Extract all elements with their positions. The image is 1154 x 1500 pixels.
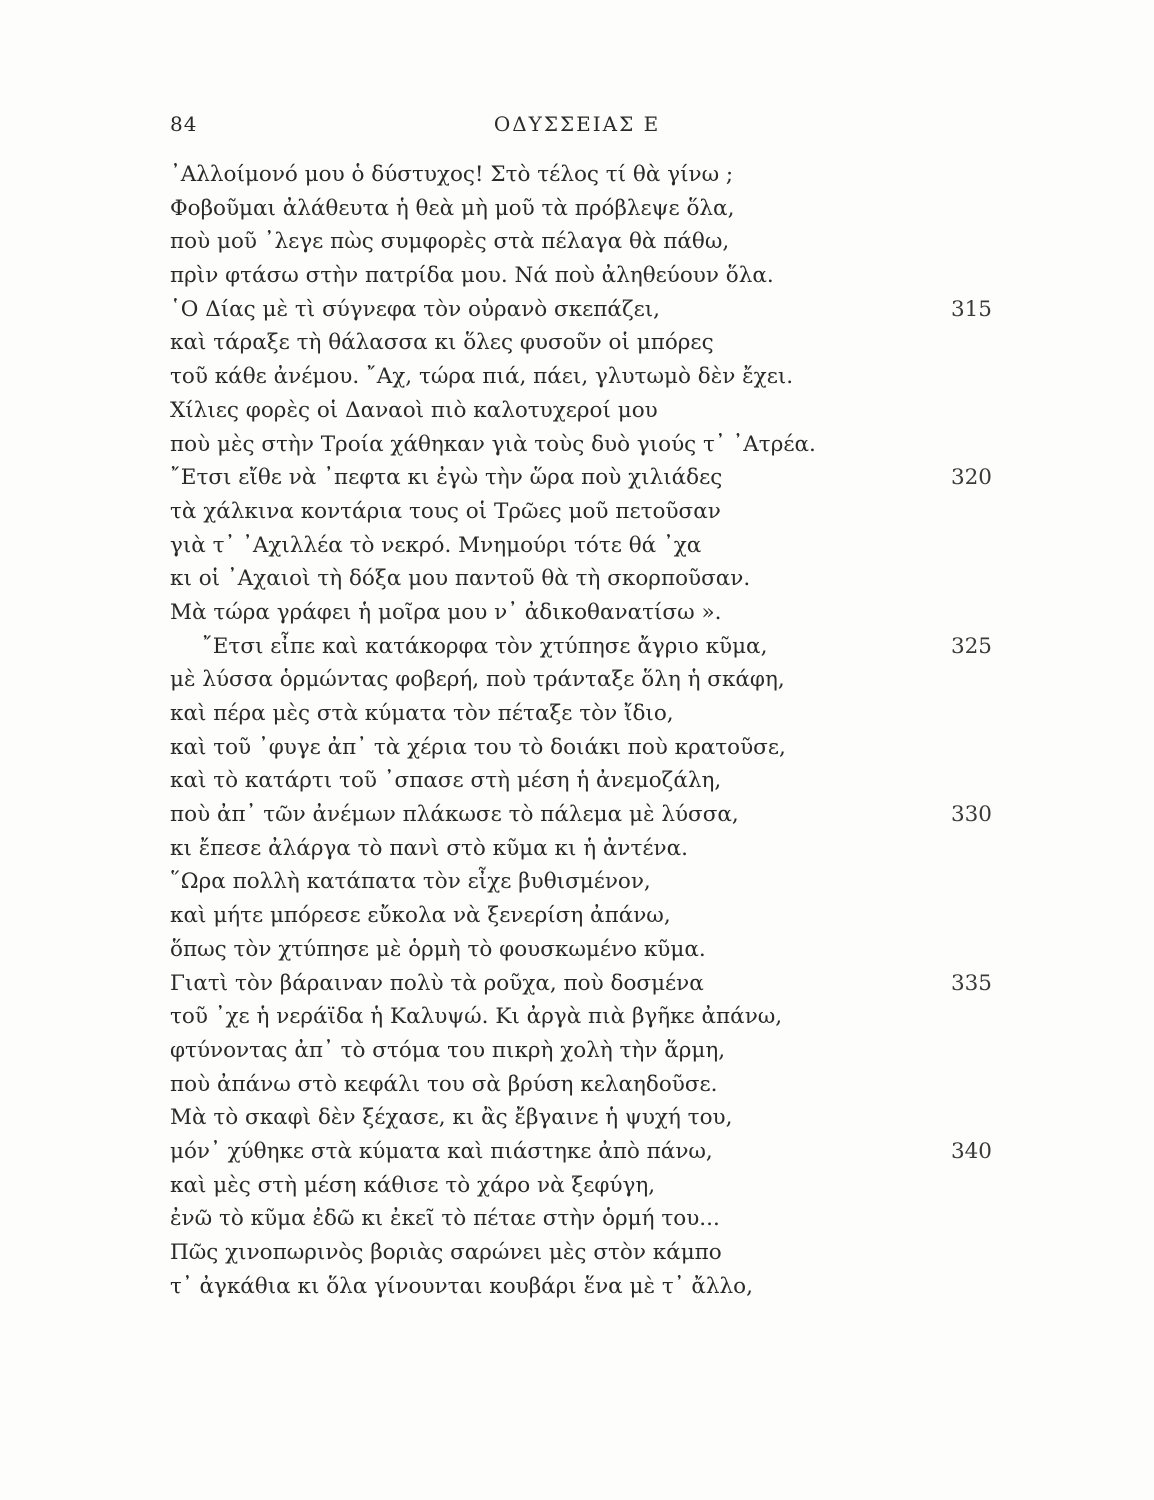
verse-line <box>170 562 1000 596</box>
verse-line <box>170 1101 1000 1135</box>
verse-text: ποὺ μοῦ ᾿λεγε πὼς συμφορὲς στὰ πέλαγα θὰ πάθω, <box>170 229 730 255</box>
verse-line <box>170 158 1000 192</box>
verse-text: ῾Ο Δίας μὲ τὶ σύγνεφα τὸν οὐρανὸ σκεπάζει, <box>170 296 660 322</box>
verse-text: τοῦ ᾿χε ἡ νεράϊδα ἡ Καλυψώ. Κι ἀργὰ πιὰ βγῆκε ἀπάνω, <box>170 1004 783 1030</box>
verse-line <box>170 495 1000 529</box>
verse-line <box>170 798 1000 832</box>
verse-line <box>170 360 1000 394</box>
verse-line <box>170 259 1000 293</box>
verse-line <box>170 1270 1000 1304</box>
verse-text: ῎Ετσι εἶπε καὶ κατάκορφα τὸν χτύπησε ἄγριο κῦμα, <box>202 633 768 659</box>
verse-line <box>170 225 1000 259</box>
verse-number: 340 <box>950 1138 992 1164</box>
verse-text: καὶ μήτε μπόρεσε εὔκολα νὰ ξενερίση ἀπάνω, <box>170 903 671 929</box>
verse-text: ποὺ μὲς στὴν Τροία χάθηκαν γιὰ τοὺς δυὸ γιούς τ᾿ ᾿Ατρέα. <box>170 431 816 457</box>
verse-text: καὶ τάραξε τὴ θάλασσα κι ὅλες φυσοῦν οἱ μπόρες <box>170 330 714 356</box>
verse-text: ῞Ωρα πολλὴ κατάπατα τὸν εἶχε βυθισμένον, <box>170 869 651 895</box>
verse-text: κι οἱ ᾿Αχαιοὶ τὴ δόξα μου παντοῦ θὰ τὴ σκορποῦσαν. <box>170 566 751 592</box>
verse-text: ᾿Αλλοίμονό μου ὁ δύστυχος! Στὸ τέλος τί θὰ γίνω ; <box>170 162 734 187</box>
verse-number: 320 <box>950 465 992 491</box>
verse-line <box>170 899 1000 933</box>
verse-number: 335 <box>950 970 992 996</box>
verse-line <box>170 596 1000 630</box>
verse-text: καὶ πέρα μὲς στὰ κύματα τὸν πέταξε τὸν ἴδιο, <box>170 701 674 726</box>
verse-text: Μὰ τώρα γράφει ἡ μοῖρα μου ν᾿ ἀδικοθανατίσω ». <box>170 599 722 625</box>
verse-line <box>170 461 1000 495</box>
verse-line <box>170 394 1000 428</box>
verse-line <box>170 967 1000 1001</box>
verse-text: Χίλιες φορὲς οἱ Δαναοὶ πιὸ καλοτυχεροί μου <box>170 397 658 423</box>
verse-line <box>170 192 1000 226</box>
verse-text: καὶ τοῦ ᾿φυγε ἀπ᾿ τὰ χέρια του τὸ δοιάκι ποὺ κρατοῦσε, <box>170 734 786 760</box>
verse-line <box>170 865 1000 899</box>
verse-text: ὅπως τὸν χτύπησε μὲ ὁρμὴ τὸ φουσκωμένο κῦμα. <box>170 936 706 962</box>
verse-number: 330 <box>950 802 992 828</box>
verse-number: 325 <box>950 633 992 659</box>
verse-text: ῎Ετσι εἴθε νὰ ᾿πεφτα κι ἐγὼ τὴν ὥρα ποὺ χιλιάδες <box>170 465 723 491</box>
verse-line <box>170 1236 1000 1270</box>
verse-line <box>170 764 1000 798</box>
verse-line <box>170 630 1000 664</box>
verse-line <box>170 326 1000 360</box>
verse-block <box>170 158 1000 1303</box>
verse-line <box>170 663 1000 697</box>
verse-line <box>170 1000 1000 1034</box>
verse-text: γιὰ τ᾿ ᾿Αχιλλέα τὸ νεκρό. Μνημούρι τότε θά ᾿χα <box>170 532 702 558</box>
verse-line <box>170 1034 1000 1068</box>
verse-text: τ᾿ ἀγκάθια κι ὅλα γίνουνται κουβάρι ἕνα μὲ τ᾿ ἄλλο, <box>170 1273 753 1299</box>
verse-text: φτύνοντας ἀπ᾿ τὸ στόμα του πικρὴ χολὴ τὴν ἅρμη, <box>170 1037 726 1063</box>
verse-text: ἐνῶ τὸ κῦμα ἐδῶ κι ἐκεῖ τὸ πέταε στὴν ὁρμή του... <box>170 1206 720 1232</box>
verse-text: Γιατὶ τὸν βάραιναν πολὺ τὰ ροῦχα, ποὺ δοσμένα <box>170 970 704 996</box>
verse-text: κι ἔπεσε ἀλάργα τὸ πανὶ στὸ κῦμα κι ἡ ἀντένα. <box>170 835 688 861</box>
verse-line <box>170 1169 1000 1203</box>
verse-line <box>170 1135 1000 1169</box>
verse-line <box>170 933 1000 967</box>
verse-text: πρὶν φτάσω στὴν πατρίδα μου. Νά ποὺ ἀληθεύουν ὅλα. <box>170 263 774 289</box>
verse-line <box>170 293 1000 327</box>
verse-text: τοῦ κάθε ἀνέμου. ῎Αχ, τώρα πιά, πάει, γλυτωμὸ δὲν ἔχει. <box>170 364 794 390</box>
page-number: 84 <box>170 112 198 136</box>
running-head <box>0 112 1154 142</box>
verse-text: μόν᾿ χύθηκε στὰ κύματα καὶ πιάστηκε ἀπὸ πάνω, <box>170 1138 713 1164</box>
verse-text: καὶ τὸ κατάρτι τοῦ ᾿σπασε στὴ μέση ἡ ἀνεμοζάλη, <box>170 768 722 794</box>
verse-line <box>170 697 1000 731</box>
book-title: ΟΔΥΣΣΕΙΑΣ Ε <box>493 112 661 136</box>
verse-text: ποὺ ἀπάνω στὸ κεφάλι του σὰ βρύση κελαηδοῦσε. <box>170 1071 718 1097</box>
verse-line <box>170 1202 1000 1236</box>
verse-text: ποὺ ἀπ᾿ τῶν ἀνέμων πλάκωσε τὸ πάλεμα μὲ λύσσα, <box>170 802 739 828</box>
verse-text: Πῶς χινοπωρινὸς βοριὰς σαρώνει μὲς στὸν κάμπο <box>170 1240 722 1265</box>
verse-line <box>170 731 1000 765</box>
verse-text: Φοβοῦμαι ἀλάθευτα ἡ θεὰ μὴ μοῦ τὰ πρόβλεψε ὅλα, <box>170 195 735 221</box>
verse-text: καὶ μὲς στὴ μέση κάθισε τὸ χάρο νὰ ξεφύγη, <box>170 1172 656 1198</box>
verse-number: 315 <box>950 296 992 322</box>
verse-line <box>170 1068 1000 1102</box>
verse-line <box>170 529 1000 563</box>
verse-line <box>170 428 1000 462</box>
verse-text: τὰ χάλκινα κοντάρια τους οἱ Τρῶες μοῦ πετοῦσαν <box>170 498 721 524</box>
verse-line <box>170 832 1000 866</box>
verse-text: μὲ λύσσα ὁρμώντας φοβερή, ποὺ τράνταξε ὅλη ἡ σκάφη, <box>170 667 785 693</box>
verse-text: Μὰ τὸ σκαφὶ δὲν ξέχασε, κι ἂς ἔβγαινε ἡ ψυχή του, <box>170 1105 733 1131</box>
